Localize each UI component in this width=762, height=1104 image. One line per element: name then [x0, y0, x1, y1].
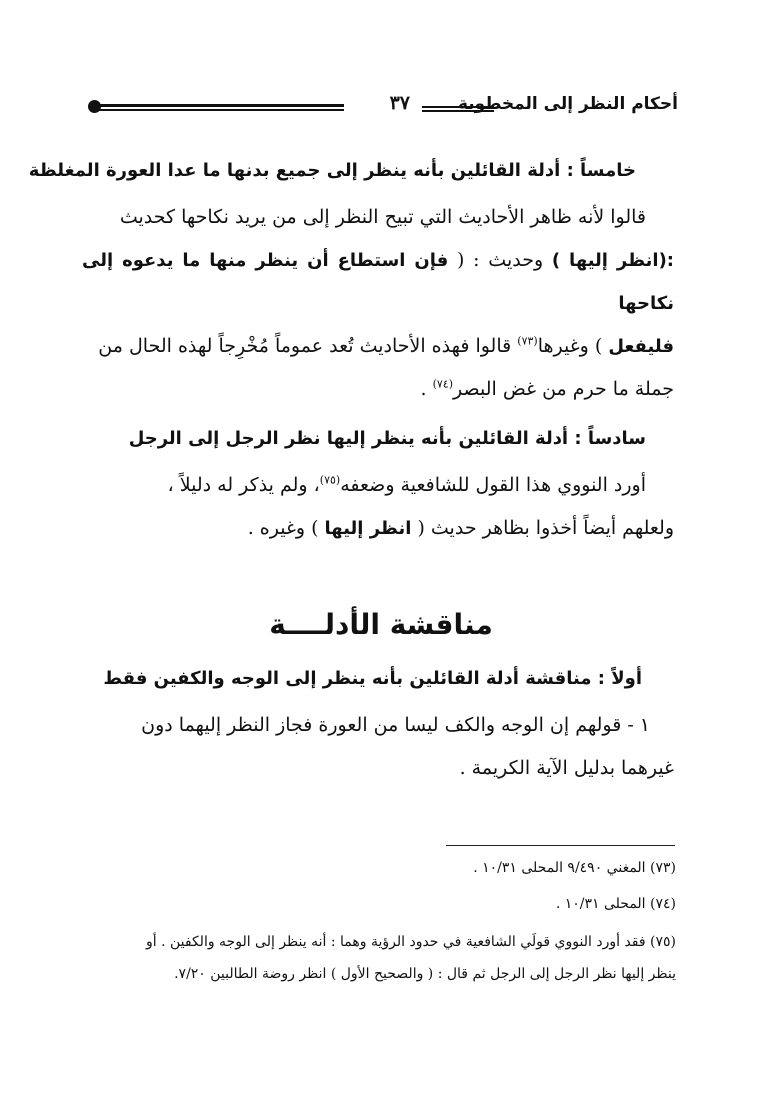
- footnote-ref-75[interactable]: (٧٥): [319, 473, 341, 487]
- heading-fifth: خامساً : أدلة القائلين بأنه ينظر إلى جميع بدنها ما عدا العورة المغلظة: [28, 160, 636, 181]
- line: فليفعل ) وغيرها$^{(٧٣)}$ قالوا فهذه الأحاديث تُعد عموماً مُخْرِجاً لهذه الحال من: [98, 334, 674, 357]
- line: ١ - قولهم إن الوجه والكف ليسا من العورة فجاز النظر إليهما دون: [141, 714, 650, 736]
- paragraph-discussion: [82, 704, 674, 790]
- line: جملة ما حرم من غض البصر$^{(٧٤)}$ .: [420, 377, 674, 400]
- page-number: ٣٧: [389, 92, 410, 114]
- paragraph-sixth: [82, 464, 674, 550]
- paragraph-fifth: [82, 196, 674, 411]
- footnote-75-line-1: (٧٥) فقد أورد النووي قولَي الشافعية في حدود الرؤية وهما : أنه ينظر إلى الوجه والكفين . أو: [145, 934, 676, 950]
- footnote-75: [76, 926, 676, 990]
- header-rule-short: [422, 106, 494, 112]
- footnote-separator: [446, 845, 675, 846]
- running-header: [88, 92, 678, 128]
- section-title: مناقشة الأدلــــة: [269, 608, 493, 641]
- line: أورد النووي هذا القول للشافعية وضعفه$^{(٧٥)}$، ولم يذكر له دليلاً ،: [167, 473, 646, 496]
- line: :(انظر إليها ) وحديث : ( فإن استطاع أن ينظر منها ما يدعوه إلى نكاحها: [82, 249, 675, 314]
- line: ولعلهم أيضاً أخذوا بظاهر حديث ( انظر إليها ) وغيره .: [247, 517, 674, 539]
- heading-discussion-first: أولاً : مناقشة أدلة القائلين بأنه ينظر إلى الوجه والكفين فقط: [103, 668, 642, 689]
- line: قالوا لأنه ظاهر الأحاديث التي تبيح النظر إلى من يريد نكاحها كحديث: [119, 206, 646, 228]
- footnote-73: (٧٣) المغني ٩/٤٩٠ المحلى ١٠/٣١ .: [473, 860, 676, 876]
- footnote-ref-74[interactable]: (٧٤): [432, 377, 454, 391]
- heading-sixth: سادساً : أدلة القائلين بأنه ينظر إليها نظر الرجل إلى الرجل: [128, 428, 646, 449]
- footnote-75-line-2: ينظر إليها نظر الرجل إلى الرجل ثم قال : ( والصحيح الأول ) انظر روضة الطالبين ٧/٢٠.: [174, 966, 676, 982]
- footnote-ref-73[interactable]: (٧٣): [517, 334, 538, 348]
- line: غيرهما بدليل الآية الكريمة .: [459, 757, 674, 779]
- header-title: أحكام النظر إلى المخطوبة: [457, 94, 678, 114]
- header-rule-end-dot: [88, 100, 101, 113]
- footnote-74: (٧٤) المحلى ١٠/٣١ .: [555, 896, 676, 912]
- header-rule-long: [96, 104, 344, 111]
